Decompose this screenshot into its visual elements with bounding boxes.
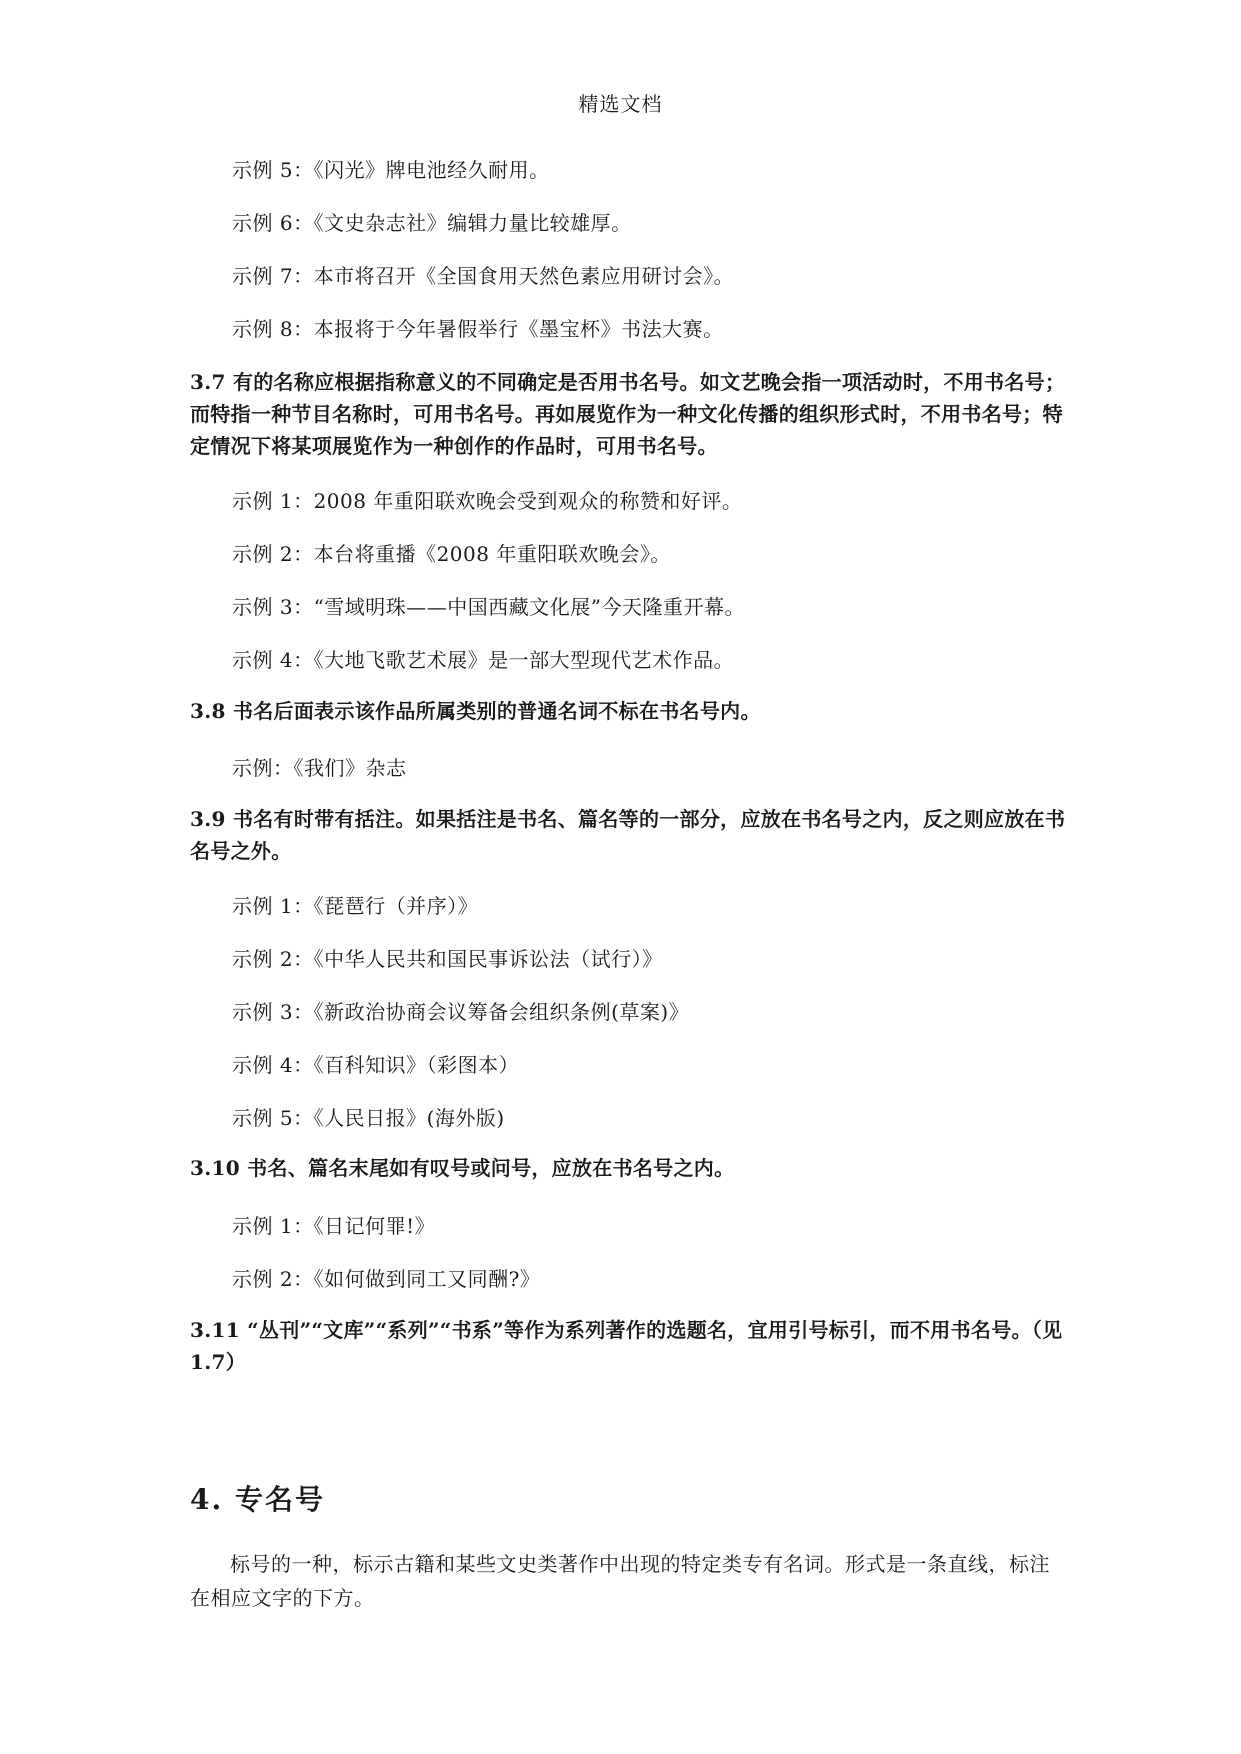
example-line: 示例 3：《新政治协商会议筹备会组织条例(草案)》 [232,1000,690,1024]
rule-3-8: 3.8 书名后面表示该作品所属类别的普通名词不标在书名号内。 [190,699,761,723]
example-line: 示例 1：《日记何罪!》 [232,1214,436,1238]
section-4-body: 标号的一种，标示古籍和某些文史类著作中出现的特定类专有名词。形式是一条直线，标注在相应文字的下方。 [190,1552,1050,1610]
example-line: 示例 3：“雪域明珠——中国西藏文化展”今天隆重开幕。 [232,595,746,619]
example-line: 示例：《我们》杂志 [232,756,407,780]
example-line: 示例 2：《中华人民共和国民事诉讼法（试行）》 [232,947,663,971]
example-line: 示例 1：2008 年重阳联欢晚会受到观众的称赞和好评。 [232,489,743,513]
example-line: 示例 8：本报将于今年暑假举行《墨宝杯》书法大赛。 [232,317,724,341]
example-line: 示例 1：《琵琶行（并序）》 [232,894,479,918]
example-line: 示例 6：《文史杂志社》编辑力量比较雄厚。 [232,211,632,235]
example-line: 示例 5：《人民日报》(海外版) [232,1106,505,1130]
example-line: 示例 4：《大地飞歌艺术展》是一部大型现代艺术作品。 [232,648,735,672]
example-line: 示例 2：本台将重播《2008 年重阳联欢晚会》。 [232,542,671,566]
rule-3-10: 3.10 书名、篇名末尾如有叹号或问号，应放在书名号之内。 [190,1156,735,1180]
rule-3-11: 3.11 “丛刊”“文库”“系列”“书系”等作为系列著作的选题名，宜用引号标引，而不用书名号。（见 1.7） [190,1318,1063,1374]
section-4-heading: 4. 专名号 [190,1483,325,1516]
example-line: 示例 7：本市将召开《全国食用天然色素应用研讨会》。 [232,264,735,288]
rule-3-7: 3.7 有的名称应根据指称意义的不同确定是否用书名号。如文艺晚会指一项活动时，不用书名号；而特指一种节目名称时，可用书名号。再如展览作为一种文化传播的组织形式时，不用书名号；特定情况下将某项展览作为一种创作的作品时，可用书名号。 [190,370,1066,458]
example-line: 示例 5：《闪光》牌电池经久耐用。 [232,158,550,182]
example-line: 示例 2：《如何做到同工又同酬?》 [232,1267,541,1291]
page-header: 精选文档 [578,92,663,116]
example-line: 示例 4：《百科知识》（彩图本） [232,1053,520,1077]
rule-3-9: 3.9 书名有时带有括注。如果括注是书名、篇名等的一部分，应放在书名号之内，反之则应放在书名号之外。 [190,807,1066,863]
